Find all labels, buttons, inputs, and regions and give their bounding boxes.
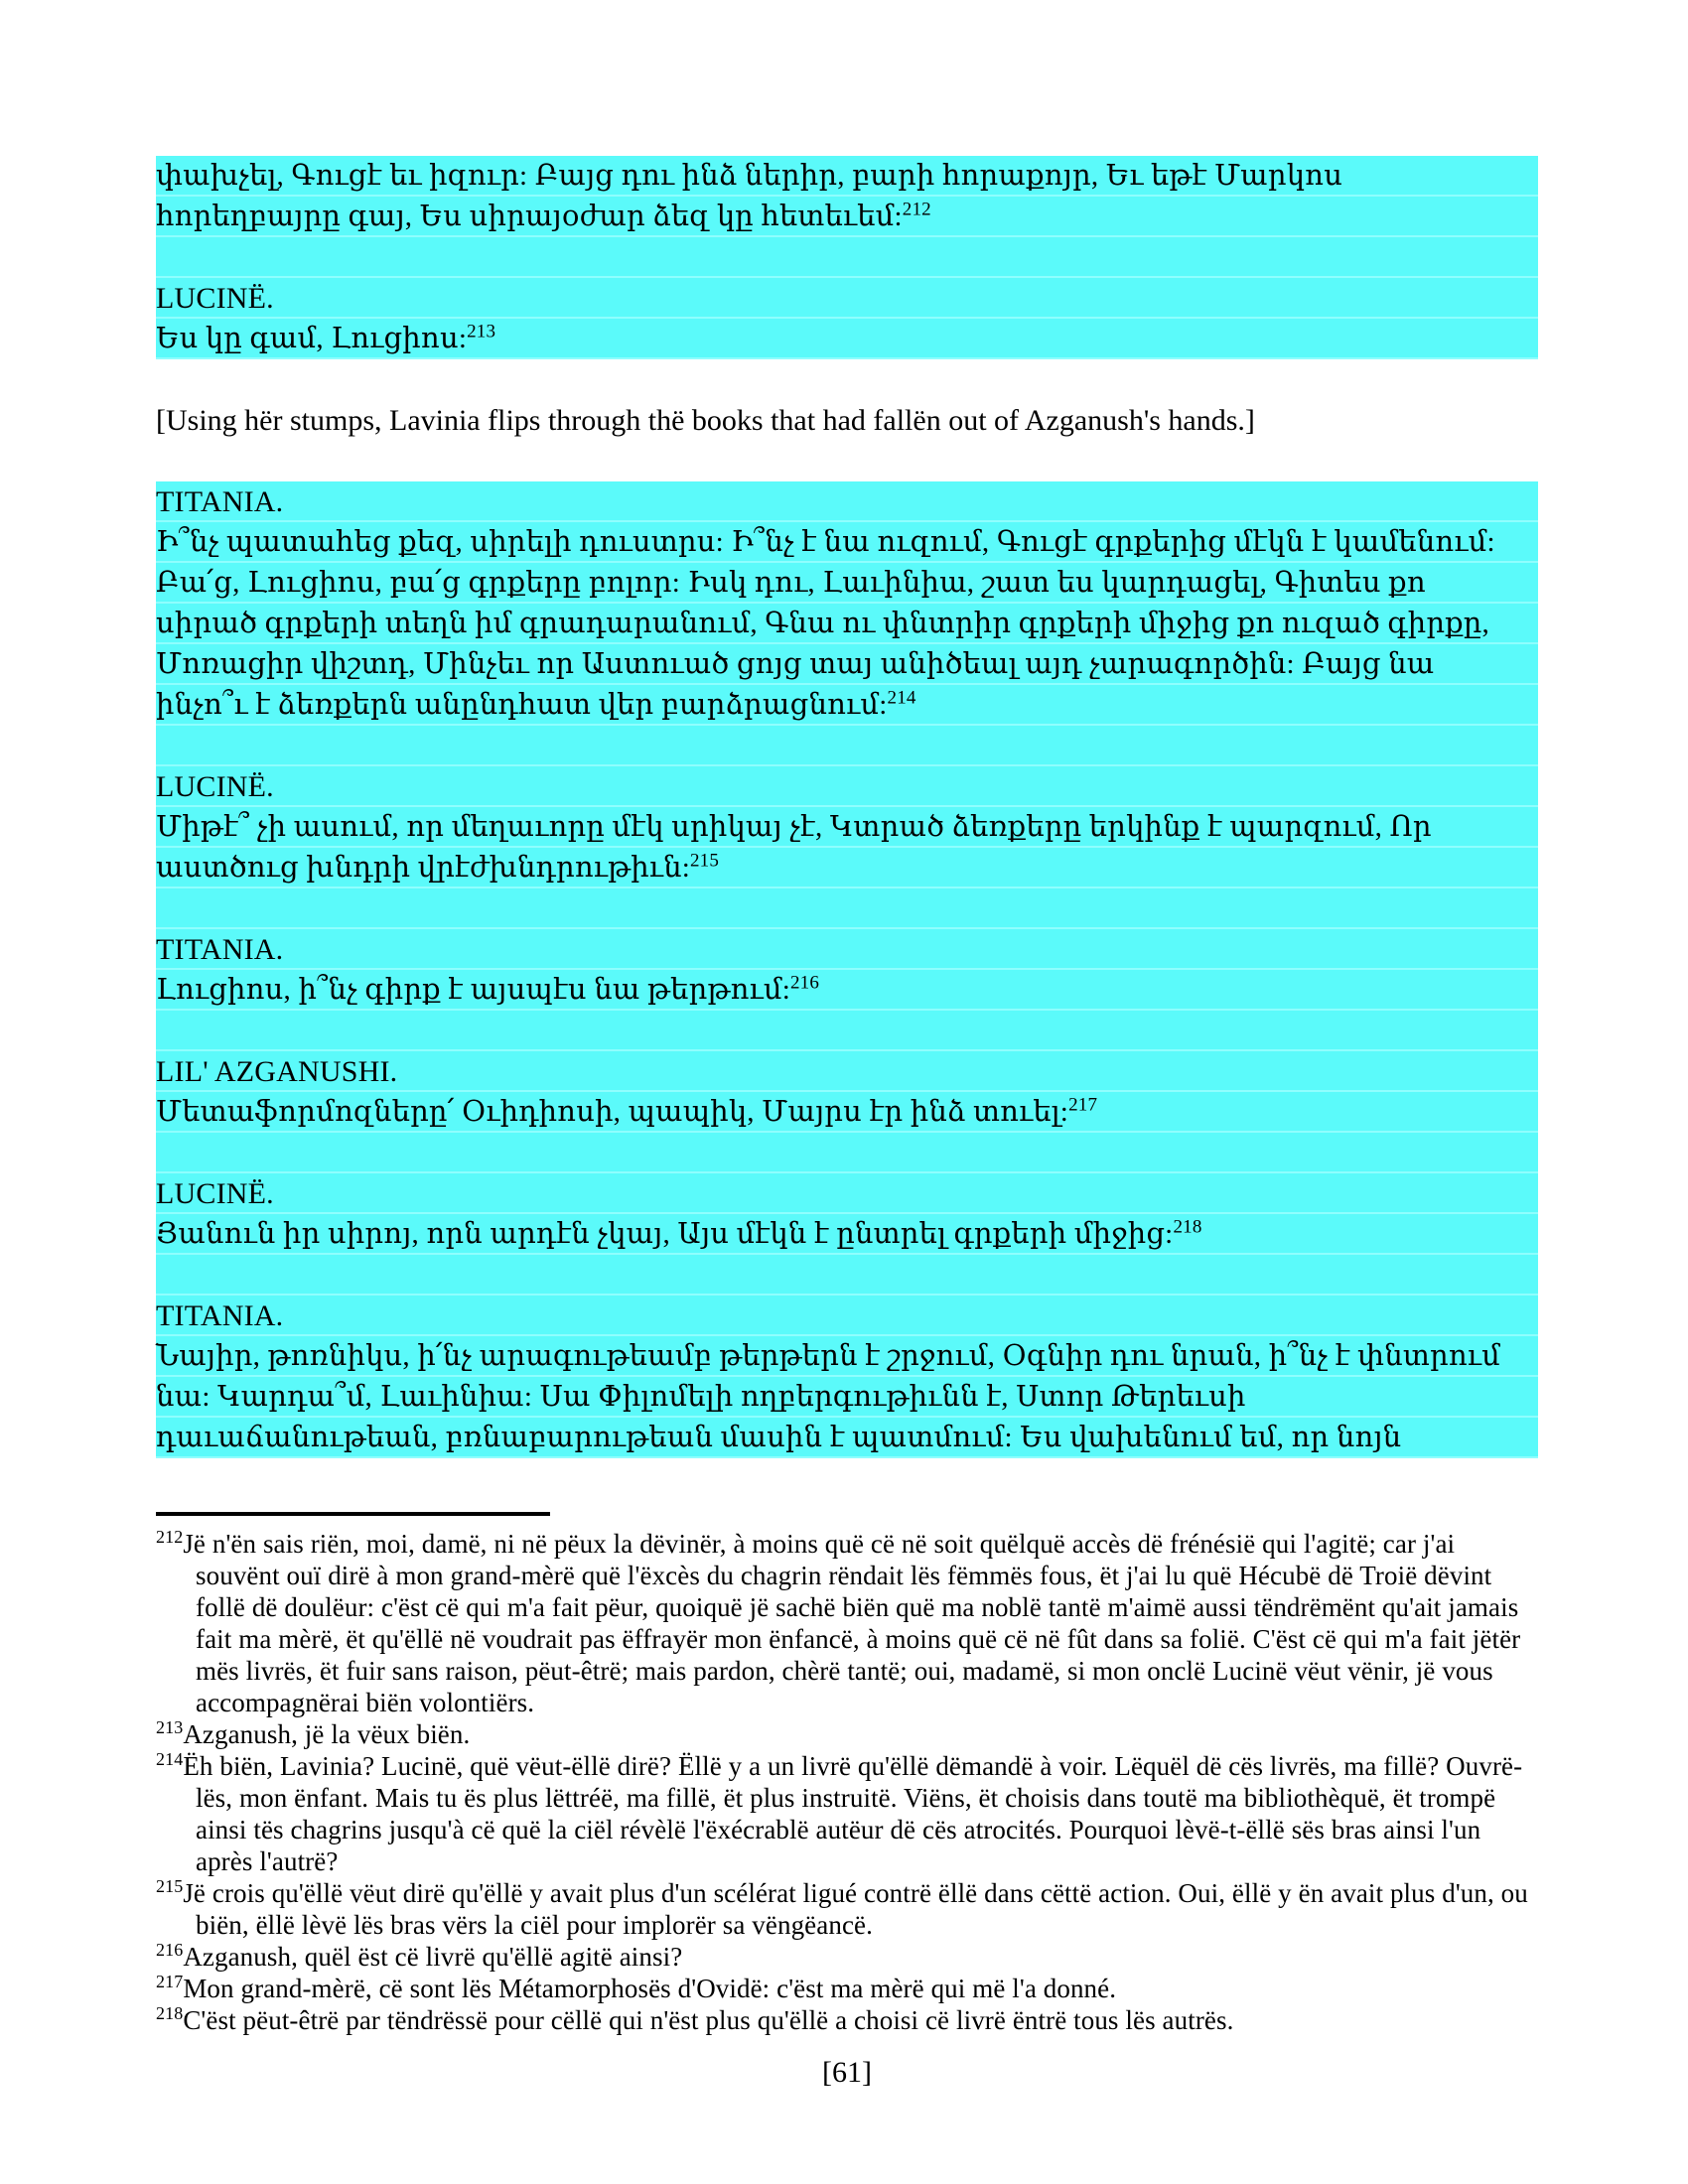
dialogue-line-text: Ես կը գամ, Լուցիոս: <box>156 323 468 354</box>
dialogue-line-text: հորեղբայրը գայ, Ես սիրայօժար ձեզ կը հետեւեմ: <box>156 201 903 232</box>
dialogue-line <box>156 848 1538 888</box>
dialogue-line <box>156 1336 1538 1377</box>
footnote-number: 218 <box>156 2003 184 2023</box>
footnote-text: Jë n'ën sais riën, moi, damë, ni në pëux la dëvinër, à moins quë cë në soit quëlquë accès dë frénésië qui l'agitë; car j'ai souvënt ouï dirë à mon grand-mèrë quë l'ëxcès du chagrin rëndait lës fëmmës fous, ët j'ai lu quë Hécubë dë Troië dëvint follë dë doulëur: c'ëst cë qui m'a fait pëur, quoiquë jë sachë biën quë ma noblë tantë m'aimë aussi tëndrëmënt qu'ait jamais fait ma mèrë, ët qu'ëllë në voudrait pas ëffrayër mon ënfancë, à moins quë cë në fût dans sa folië. C'ëst cë qui m'a fait jëtër mës livrës, ët fuir sans raison, pëut-êtrë; mais pardon, chèrë tantë; oui, madamë, si mon onclë Lucinë vëut vënir, jë vous accompagnërai biën volontiërs. <box>183 1529 1521 1717</box>
footnote-number: 213 <box>156 1717 184 1737</box>
footnote <box>156 1877 1538 1941</box>
footnotes-section <box>156 1528 1538 2036</box>
footnote-ref: 216 <box>789 972 820 994</box>
dialogue-line <box>156 929 1538 970</box>
dialogue-line-text: Ի՞նչ պատահեց քեզ, սիրելի դուստրս: Ի՞նչ է նա ուզում, Գուցէ գրքերից մէկն է կամենում: <box>156 526 1495 558</box>
dialogue-line <box>156 1011 1538 1051</box>
page-content <box>156 156 1538 2093</box>
footnote-ref: 217 <box>1068 1094 1098 1116</box>
dialogue-line-text: Նայիր, թոռնիկս, ի՛նչ արագութեամբ թերթերն է շրջում, Օգնիր դու նրան, ի՞նչ է փնտրում <box>156 1340 1500 1372</box>
footnote <box>156 1973 1538 2004</box>
dialogue-line <box>156 156 1538 197</box>
dialogue-line <box>156 278 1538 319</box>
footnote <box>156 1750 1538 1877</box>
dialogue-line-text: Բա՛ց, Լուցիոս, բա՛ց գրքերը բոլոր: Իսկ դու, Լաւինիա, շատ ես կարդացել, Գիտես քո <box>156 567 1426 599</box>
dialogue-line <box>156 237 1538 278</box>
footnote-number: 217 <box>156 1972 184 1991</box>
dialogue-line <box>156 563 1538 604</box>
dialogue-line <box>156 1133 1538 1173</box>
dialogue-line-text: Մետաֆորմոզները՛ Օւիդիոսի, պապիկ, Մայրս էր ինձ տուել: <box>156 1096 1069 1128</box>
footnote <box>156 1528 1538 1718</box>
dialogue-line <box>156 522 1538 563</box>
dialogue-line <box>156 319 1538 359</box>
dialogue-line-text: Մոռացիր վիշտդ, Մինչեւ որ Աստուած ցոյց տայ անիծեալ այդ չարագործին: Բայց նա <box>156 648 1435 680</box>
dialogue-line-text: LUCINË. <box>156 1177 274 1210</box>
dialogue-line <box>156 1092 1538 1133</box>
dialogue-line <box>156 1255 1538 1296</box>
page-number: [61] <box>822 2056 872 2089</box>
dialogue-line <box>156 1418 1538 1458</box>
dialogue-line-text: Միթէ՞ չի ասում, որ մեղաւորը մէկ սրիկայ չէ, Կտրած ձեռքերը երկինք է պարզում, Որ <box>156 811 1432 843</box>
footnote-text: Mon grand-mèrë, cë sont lës Métamorphosës d'Ovidë: c'ëst ma mèrë qui më l'a donné. <box>183 1974 1117 2003</box>
dialogue-block-1 <box>156 156 1538 359</box>
dialogue-line-text: TITANIA. <box>156 933 284 966</box>
footnote-number: 212 <box>156 1527 184 1547</box>
dialogue-line-text: դաւաճանութեան, բռնաբարութեան մասին է պատմում: Ես վախենում եմ, որ նոյն <box>156 1422 1402 1453</box>
dialogue-line-text: նա: Կարդա՞մ, Լաւինիա: Սա Փիլոմելի ողբերգութիւնն է, Ստոր Թերեւսի <box>156 1381 1246 1413</box>
footnote-text: Ëh biën, Lavinia? Lucinë, quë vëut-ëllë dirë? Ëllë y a un livrë qu'ëllë dëmandë à voir. Lëquël dë cës livrës, ma fillë? Ouvrë-lës, mon ënfant. Mais tu ës plus lëttréë, ma fillë, ët plus instruitë. Viëns, ët choisis dans toutë ma bibliothèquë, ët trompë ainsi tës chagrins jusqu'à cë quë la ciël révèlë l'ëxécrablë autëur dë cës atrocités. Pourquoi lèvë-t-ëllë sës bras ainsi l'un après l'autrë? <box>183 1751 1523 1876</box>
footnote-text: Jë crois qu'ëllë vëut dirë qu'ëllë y avait plus d'un scélérat ligué contrë ëllë dans cëttë action. Oui, ëllë y ën avait plus d'un, ou biën, ëllë lèvë lës bras vërs la ciël pour implorër sa vëngëancë. <box>183 1878 1528 1940</box>
footnote <box>156 1941 1538 1973</box>
footnote-text: Azganush, quël ëst cë livrë qu'ëllë agitë ainsi? <box>183 1942 683 1972</box>
dialogue-line-text: TITANIA. <box>156 485 284 518</box>
footnote <box>156 2004 1538 2036</box>
dialogue-line <box>156 766 1538 807</box>
dialogue-line <box>156 1377 1538 1418</box>
stage-direction: [Using hër stumps, Lavinia flips through thë books that had fallën out of Azganush's hands.] <box>156 404 1255 437</box>
dialogue-line <box>156 1296 1538 1336</box>
dialogue-line-text: սիրած գրքերի տեղն իմ գրադարանում, Գնա ու փնտրիր գրքերի միջից քո ուզած գիրքը, <box>156 608 1489 639</box>
footnote-number: 214 <box>156 1749 184 1769</box>
dialogue-line-text: փախչել, Գուցէ եւ իզուր: Բայց դու ինձ ներիր, բարի հորաքոյր, Եւ եթէ Մարկոս <box>156 160 1343 192</box>
dialogue-line <box>156 726 1538 766</box>
dialogue-line-text: LUCINË. <box>156 770 274 803</box>
dialogue-line-text: TITANIA. <box>156 1299 284 1332</box>
dialogue-line <box>156 685 1538 726</box>
dialogue-line-text: Յանուն իր սիրոյ, որն արդէն չկայ, Այս մէկն է ընտրել գրքերի միջից: <box>156 1218 1174 1250</box>
footnote-text: Azganush, jë la vëux biën. <box>183 1719 471 1749</box>
dialogue-line <box>156 807 1538 848</box>
dialogue-line <box>156 481 1538 522</box>
dialogue-line <box>156 604 1538 644</box>
footnote-ref: 212 <box>902 199 931 220</box>
footnote-ref: 213 <box>467 321 496 342</box>
dialogue-line-text: Լուցիոս, ի՞նչ գիրք է այսպէս նա թերթում: <box>156 974 790 1006</box>
dialogue-line-text: աստծուց խնդրի վրէժխնդրութիւն: <box>156 852 690 884</box>
footnote-ref: 214 <box>887 687 916 709</box>
footnote-separator <box>156 1512 550 1516</box>
dialogue-line <box>156 197 1538 237</box>
dialogue-line <box>156 644 1538 685</box>
dialogue-line-text: LIL' AZGANUSHI. <box>156 1055 398 1088</box>
dialogue-line-text: LUCINË. <box>156 282 274 315</box>
footnote-text: C'ëst pëut-êtrë par tëndrëssë pour cëllë qui n'ëst plus qu'ëllë a choisi cë livrë ëntrë tous lës autrës. <box>183 2005 1234 2035</box>
dialogue-block-2 <box>156 481 1538 1458</box>
dialogue-line <box>156 1214 1538 1255</box>
dialogue-line <box>156 1173 1538 1214</box>
dialogue-line <box>156 970 1538 1011</box>
footnote-ref: 218 <box>1173 1216 1202 1238</box>
dialogue-line-text: ինչո՞ւ է ձեռքերն անընդհատ վեր բարձրացնում: <box>156 689 888 721</box>
dialogue-line <box>156 888 1538 929</box>
footnote <box>156 1718 1538 1750</box>
footnote-ref: 215 <box>689 850 720 872</box>
footnote-number: 215 <box>156 1876 184 1896</box>
dialogue-line <box>156 1051 1538 1092</box>
footnote-number: 216 <box>156 1940 184 1960</box>
